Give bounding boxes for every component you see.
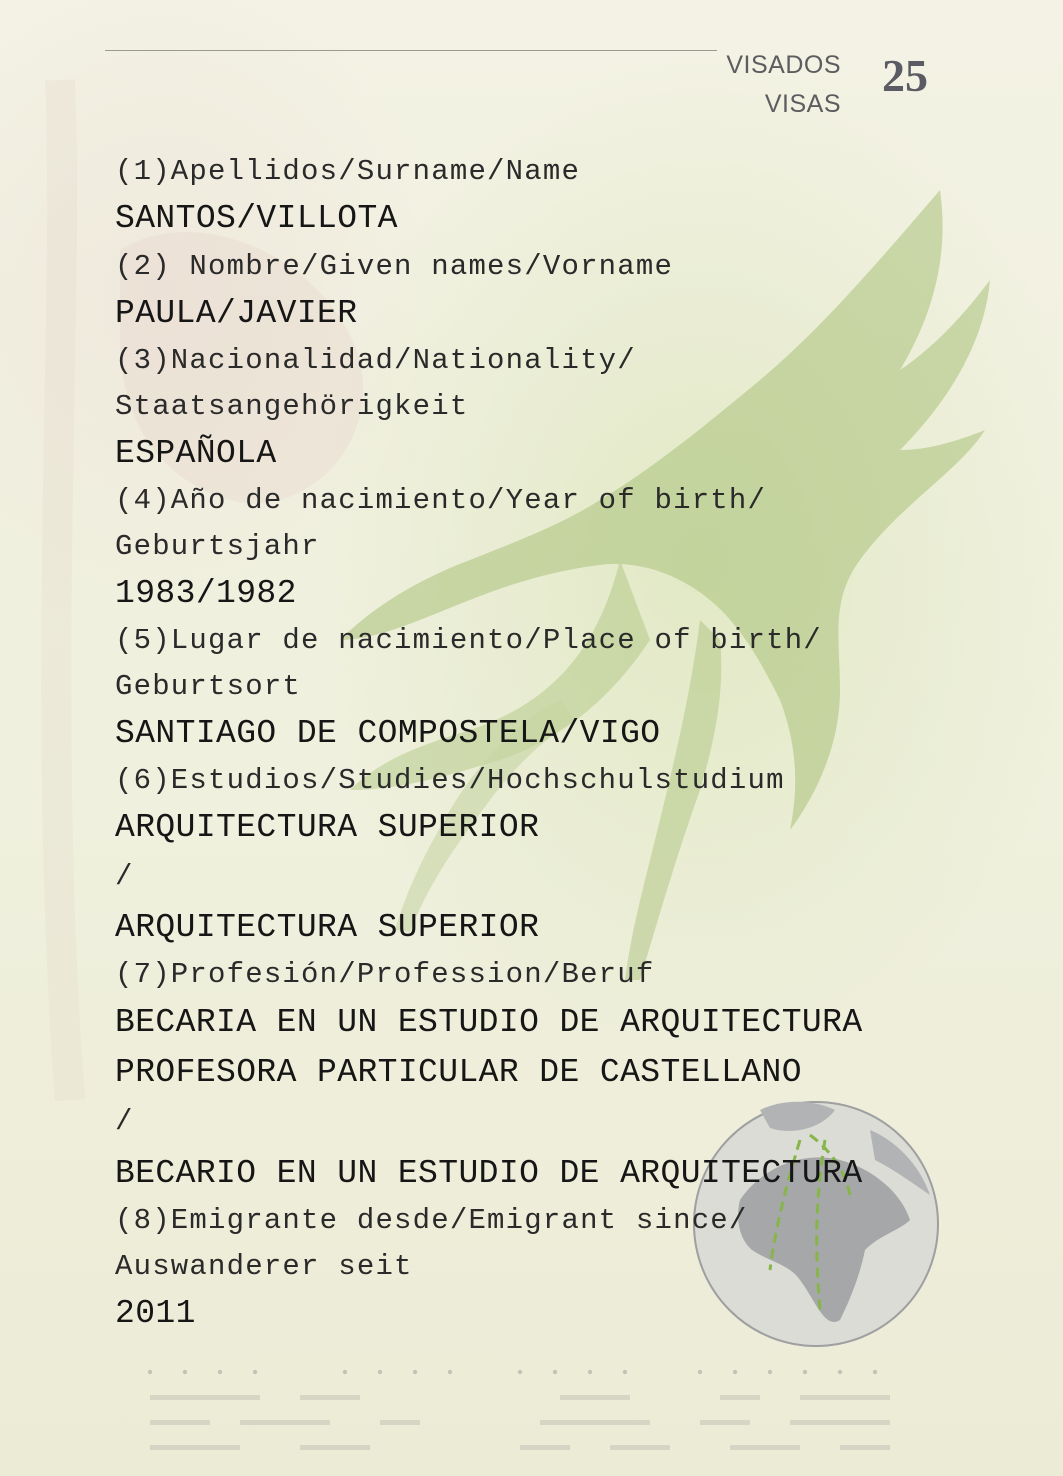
- given-names-value: PAULA/JAVIER: [115, 295, 358, 332]
- crane-watermark: [340, 190, 990, 980]
- studies-separator: /: [115, 860, 134, 893]
- studies-label: (6)Estudios/Studies/Hochschulstudium: [115, 764, 785, 797]
- page-number: 25: [882, 50, 928, 101]
- surname-label: (1)Apellidos/Surname/Name: [115, 155, 581, 188]
- birth-year-label: (4)Año de nacimiento/Year of birth/: [115, 484, 767, 517]
- profession-separator: /: [115, 1105, 134, 1138]
- birth-place-label: (5)Lugar de nacimiento/Place of birth/: [115, 624, 822, 657]
- studies-value-alt: ARQUITECTURA SUPERIOR: [115, 909, 540, 946]
- given-names-label: (2) Nombre/Given names/Vorname: [115, 250, 674, 283]
- birth-year-value: 1983/1982: [115, 575, 297, 612]
- nationality-label-german: Staatsangehörigkeit: [115, 390, 469, 423]
- profession-label: (7)Profesión/Profession/Beruf: [115, 958, 655, 991]
- birth-place-label-german: Geburtsort: [115, 670, 302, 703]
- surname-value: SANTOS/VILLOTA: [115, 200, 398, 237]
- profession-value-alt: BECARIO EN UN ESTUDIO DE ARQUITECTURA: [115, 1155, 863, 1192]
- birth-year-label-german: Geburtsjahr: [115, 530, 320, 563]
- nationality-value: ESPAÑOLA: [115, 435, 277, 472]
- emigrant-label-german: Auswanderer seit: [115, 1250, 413, 1283]
- nationality-label: (3)Nacionalidad/Nationality/: [115, 344, 636, 377]
- studies-value: ARQUITECTURA SUPERIOR: [115, 809, 540, 846]
- security-dot-pattern: [148, 1370, 890, 1450]
- emigrant-label: (8)Emigrante desde/Emigrant since/: [115, 1204, 748, 1237]
- header-rule: [105, 50, 717, 51]
- section-title-spanish: VISADOS: [726, 51, 841, 79]
- profession-value: BECARIA EN UN ESTUDIO DE ARQUITECTURA: [115, 1004, 863, 1041]
- birth-place-value: SANTIAGO DE COMPOSTELA/VIGO: [115, 715, 661, 752]
- emigrant-value: 2011: [115, 1295, 196, 1332]
- profession-value-second: PROFESORA PARTICULAR DE CASTELLANO: [115, 1054, 802, 1091]
- section-title-english: VISAS: [764, 90, 841, 118]
